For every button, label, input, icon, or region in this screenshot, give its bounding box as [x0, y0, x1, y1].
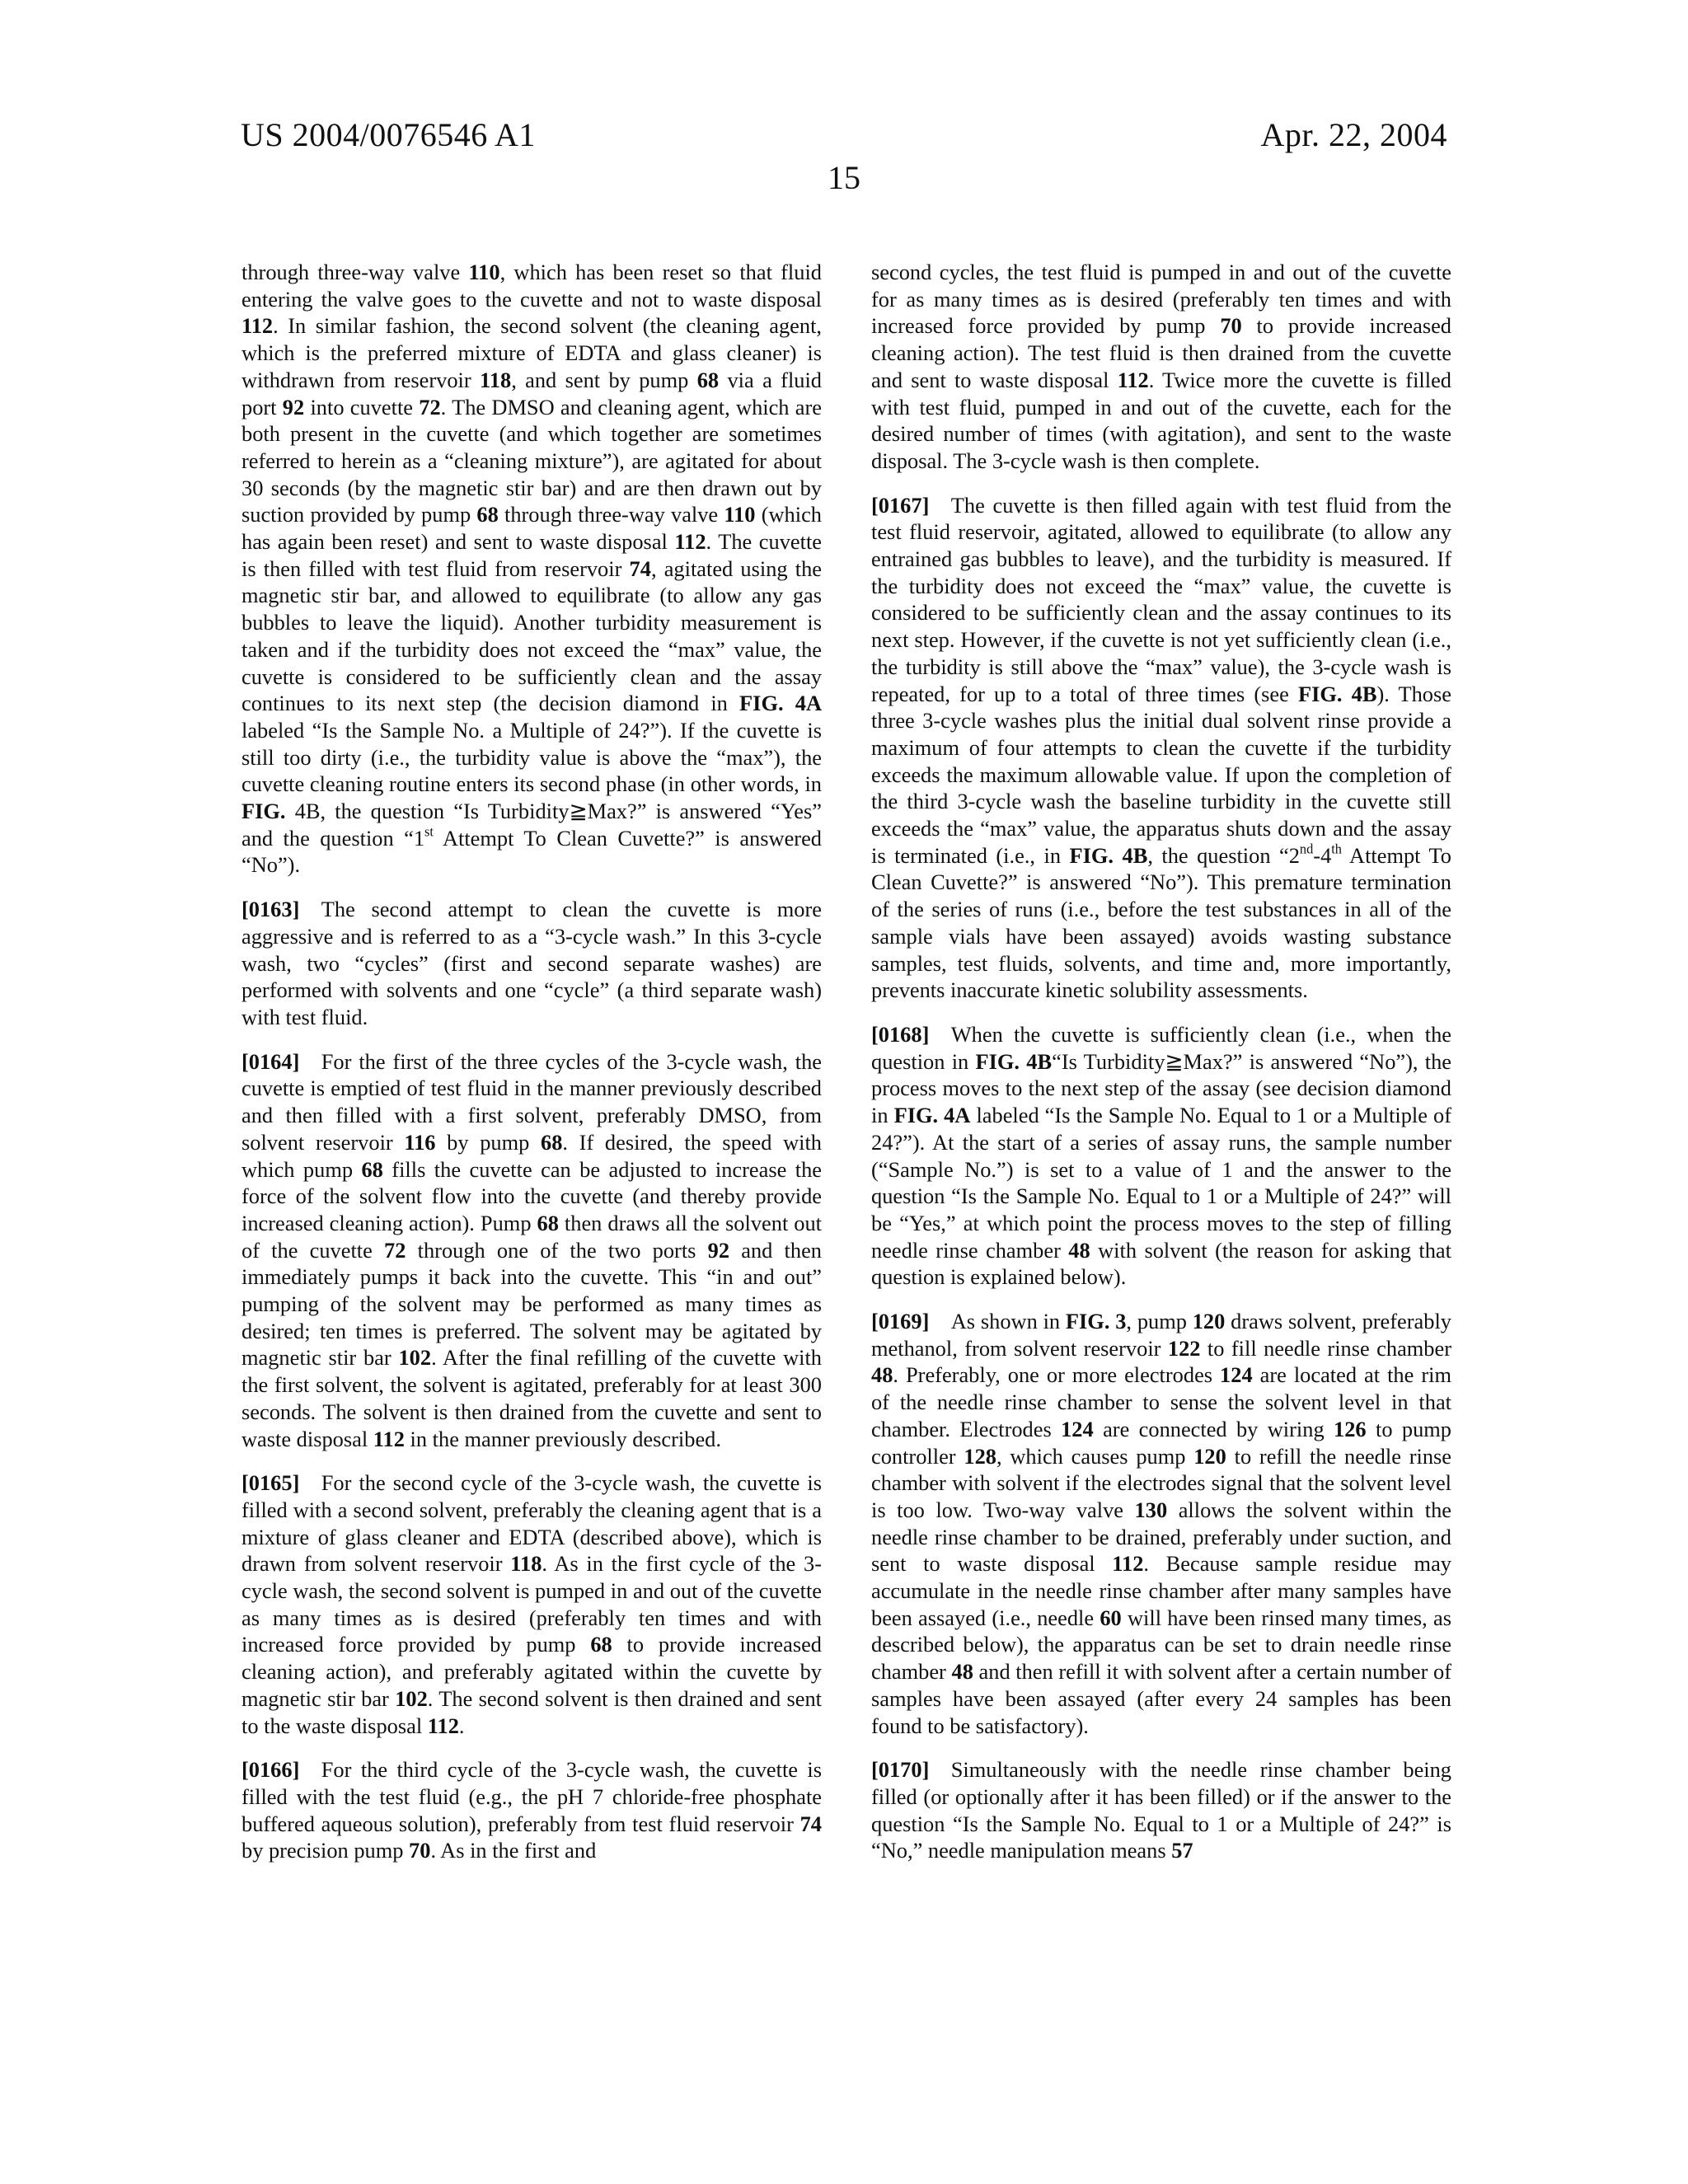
- paragraph: [241, 896, 822, 1031]
- paragraph: [871, 492, 1451, 1004]
- paragraph: [241, 1756, 822, 1864]
- page-number: 15: [828, 159, 860, 196]
- paragraph-text: As shown in FIG. 3, pump 120 draws solvent, preferably methanol, from solvent reservoir 122 to fill needle rinse chamber 48. Preferably, one or more electrodes 124 are located at the rim of the needle rinse chamber to sense the solvent level in that chamber. Electrodes 124 are connected by wiring 126 to pump controller 128, which causes pump 120 to refill the needle rinse chamber with solvent if the electrodes signal that the solvent level is too low. Two-way valve 130 allows the solvent within the needle rinse chamber to be drained, preferably under suction, and sent to waste disposal 112. Because sample residue may accumulate in the needle rinse chamber after many samples have been assayed (i.e., needle 60 will have been rinsed many times, as described below), the apparatus can be set to drain needle rinse chamber 48 and then refill it with solvent after a certain number of samples have been assayed (after every 24 samples has been found to be satisfactory).: [871, 1309, 1452, 1738]
- paragraph: [871, 1021, 1451, 1291]
- paragraph-number: [0168]: [871, 1021, 930, 1047]
- paragraph: [871, 1756, 1451, 1864]
- paragraph-number: [0165]: [241, 1470, 300, 1496]
- paragraph-continuation: through three-way valve 110, which has been reset so that fluid entering the valve goes to the cuvette and not to waste disposal 112. In similar fashion, the second solvent (the cleaning agent, which is the preferred mixture of EDTA and glass cleaner) is withdrawn from reservoir 118, and sent by pump 68 via a fluid port 92 into cuvette 72. The DMSO and cleaning agent, which are both present in the cuvette (and which together are sometimes referred to herein as a “cleaning mixture”), are agitated for about 30 seconds (by the magnetic stir bar) and are then drawn out by suction provided by pump 68 through three-way valve 110 (which has again been reset) and sent to waste disposal 112. The cuvette is then filled with test fluid from reservoir 74, agitated using the magnetic stir bar, and allowed to equilibrate (to allow any gas bubbles to leave the liquid). Another turbidity measurement is taken and if the turbidity does not exceed the “max” value, the cuvette is considered to be sufficiently clean and the assay continues to its next step (the decision diamond in FIG. 4A labeled “Is the Sample No. a Multiple of 24?”). If the cuvette is still too dirty (i.e., the turbidity value is above the “max”), the cuvette cleaning routine enters its second phase (in other words, in FIG. 4B, the question “Is Turbidity≧Max?” is answered “Yes” and the question “1st Attempt To Clean Cuvette?” is answered “No”).: [241, 260, 822, 878]
- paragraph: [871, 1308, 1451, 1739]
- paragraph-text: For the third cycle of the 3-cycle wash, the cuvette is filled with the test fluid (e.g., the pH 7 chloride-free phosphate buffered aqueous solution), preferably from test fluid reservoir 74 by precision pump 70. As in the first and: [241, 1757, 822, 1863]
- paragraph-text: The cuvette is then filled again with test fluid from the test fluid reservoir, agitated, allowed to equilibrate (to allow any entrained gas bubbles to leave), and the turbidity is measured. If the turbidity does not exceed the “max” value, the cuvette is considered to be sufficiently clean and the assay continues to its next step. However, if the cuvette is not yet sufficiently clean (i.e., the turbidity is still above the “max” value), the 3-cycle wash is repeated, for up to a total of three times (see FIG. 4B). Those three 3-cycle washes plus the initial dual solvent rinse provide a maximum of four attempts to clean the cuvette if the turbidity exceeds the maximum allowable value. If upon the completion of the third 3-cycle wash the baseline turbidity in the cuvette still exceeds the “max” value, the apparatus shuts down and the assay is terminated (i.e., in FIG. 4B, the question “2nd-4th Attempt To Clean Cuvette?” is answered “No”). This premature termination of the series of runs (i.e., before the test substances in all of the sample vials have been assayed) avoids wasting substance samples, test fluids, solvents, and time and, more importantly, prevents inaccurate kinetic solubility assessments.: [871, 492, 1451, 1003]
- paragraph-text: When the cuvette is sufficiently clean (i.e., when the question in FIG. 4B“Is Turbidity≧Max?” is answered “No”), the process moves to the next step of the assay (see decision diamond in FIG. 4A labeled “Is the Sample No. Equal to 1 or a Multiple of 24?”). At the start of a series of assay runs, the sample number (“Sample No.”) is set to a value of 1 and the answer to the question “Is the Sample No. Equal to 1 or a Multiple of 24?” will be “Yes,” at which point the process moves to the step of filling needle rinse chamber 48 with solvent (the reason for asking that question is explained below).: [871, 1021, 1452, 1290]
- paragraph-number: [0166]: [241, 1757, 300, 1783]
- right-column: [871, 259, 1451, 1882]
- paragraph: [241, 1469, 822, 1739]
- paragraph-number: [0167]: [871, 492, 930, 518]
- paragraph: [241, 1048, 822, 1453]
- paragraph-number: [0170]: [871, 1757, 930, 1783]
- paragraph-number: [0169]: [871, 1309, 930, 1334]
- left-column: [241, 259, 822, 1882]
- publication-number: US 2004/0076546 A1: [241, 116, 536, 153]
- paragraph-text: Simultaneously with the needle rinse chamber being filled (or optionally after it has been filled) or if the answer to the question “Is the Sample No. Equal to 1 or a Multiple of 24?” is “No,” needle manipulation means 57: [871, 1757, 1451, 1863]
- paragraph-text: The second attempt to clean the cuvette is more aggressive and is referred to as a “3-cycle wash.” In this 3-cycle wash, two “cycles” (first and second separate washes) are performed with solvents and one “cycle” (a third separate wash) with test fluid.: [241, 897, 822, 1029]
- paragraph-text: For the second cycle of the 3-cycle wash, the cuvette is filled with a second solvent, preferably the cleaning agent that is a mixture of glass cleaner and EDTA (described above), which is drawn from solvent reservoir 118. As in the first cycle of the 3-cycle wash, the second solvent is pumped in and out of the cuvette as many times as is desired (preferably ten times and with increased force provided by pump 68 to provide increased cleaning action), and preferably agitated within the cuvette by magnetic stir bar 102. The second solvent is then drained and sent to the waste disposal 112.: [241, 1470, 822, 1738]
- paragraph-number: [0164]: [241, 1048, 300, 1074]
- paragraph-continuation: second cycles, the test fluid is pumped in and out of the cuvette for as many times as is desired (preferably ten times and with increased force provided by pump 70 to provide increased cleaning action). The test fluid is then drained from the cuvette and sent to waste disposal 112. Twice more the cuvette is filled with test fluid, pumped in and out of the cuvette, each for the desired number of times (with agitation), and sent to the waste disposal. The 3-cycle wash is then complete.: [871, 260, 1451, 473]
- publication-date: Apr. 22, 2004: [1260, 116, 1447, 153]
- paragraph-text: For the first of the three cycles of the 3-cycle wash, the cuvette is emptied of test fluid in the manner previously described and then filled with a first solvent, preferably DMSO, from solvent reservoir 116 by pump 68. If desired, the speed with which pump 68 fills the cuvette can be adjusted to increase the force of the solvent flow into the cuvette (and thereby provide increased cleaning action). Pump 68 then draws all the solvent out of the cuvette 72 through one of the two ports 92 and then immediately pumps it back into the cuvette. This “in and out” pumping of the solvent may be performed as many times as desired; ten times is preferred. The solvent may be agitated by magnetic stir bar 102. After the final refilling of the cuvette with the first solvent, the solvent is agitated, preferably for at least 300 seconds. The solvent is then drained from the cuvette and sent to waste disposal 112 in the manner previously described.: [241, 1048, 823, 1451]
- paragraph-number: [0163]: [241, 897, 300, 922]
